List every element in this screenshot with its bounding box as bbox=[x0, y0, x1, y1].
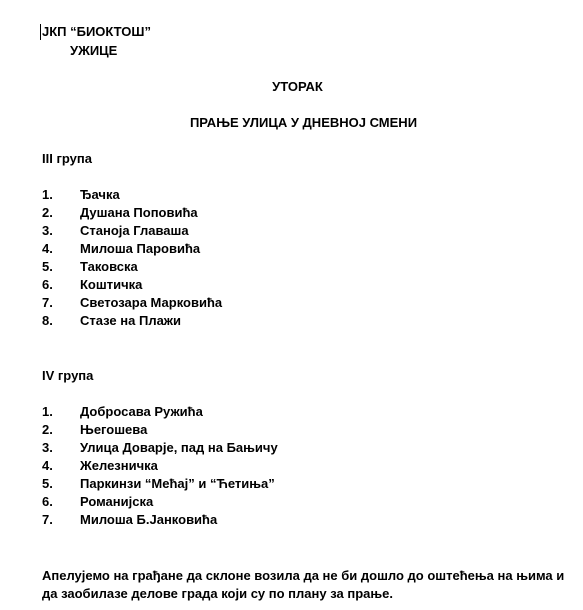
list-item-number: 2. bbox=[42, 422, 53, 437]
street-name: Паркинзи “Мећај” и “Ћетиња” bbox=[80, 476, 275, 491]
street-name: Добросава Ружића bbox=[80, 404, 203, 419]
street-name: Милоша Паровића bbox=[80, 241, 201, 256]
list-item-number: 2. bbox=[42, 205, 53, 220]
street-name: Коштичка bbox=[80, 277, 143, 292]
street-name: Таковска bbox=[80, 259, 138, 274]
list-item-number: 4. bbox=[42, 241, 53, 256]
list-item-number: 7. bbox=[42, 295, 53, 310]
document-title: ПРАЊЕ УЛИЦА У ДНЕВНОЈ СМЕНИ bbox=[189, 115, 418, 130]
street-name: Станоја Главаша bbox=[80, 223, 189, 238]
text-cursor bbox=[40, 24, 41, 40]
day-of-week: УТОРАК bbox=[272, 79, 323, 94]
list-item-number: 1. bbox=[42, 187, 53, 202]
group-4-title: IV група bbox=[42, 368, 94, 383]
organization-name: ЈКП “БИОКТОШ” bbox=[42, 24, 151, 39]
list-item-number: 3. bbox=[42, 440, 53, 455]
street-name: Железничка bbox=[80, 458, 158, 473]
public-appeal-paragraph: Апелујемо на грађане да склоне возила да не би дошло до оштећења на њима и да заобилазе делове града који су по плану за прање. bbox=[42, 568, 565, 601]
list-item-number: 7. bbox=[42, 512, 53, 527]
street-name: Његошева bbox=[80, 422, 148, 437]
list-item-number: 4. bbox=[42, 458, 53, 473]
list-item-number: 3. bbox=[42, 223, 53, 238]
street-name: Стазе на Плажи bbox=[80, 313, 182, 328]
street-name: Милоша Б.Јанковића bbox=[80, 512, 218, 527]
list-item-number: 8. bbox=[42, 313, 53, 328]
street-name: Романијска bbox=[80, 494, 154, 509]
list-item-number: 6. bbox=[42, 277, 53, 292]
list-item-number: 6. bbox=[42, 494, 53, 509]
list-item-number: 5. bbox=[42, 476, 53, 491]
organization-city: УЖИЦЕ bbox=[70, 43, 118, 58]
list-item-number: 1. bbox=[42, 404, 53, 419]
list-item-number: 5. bbox=[42, 259, 53, 274]
group-3-title: III група bbox=[42, 151, 92, 166]
street-name: Светозара Марковића bbox=[80, 295, 223, 310]
street-name: Душана Поповића bbox=[80, 205, 198, 220]
street-name: Ђачка bbox=[80, 187, 120, 202]
street-name: Улица Доварје, пад на Бањичу bbox=[80, 440, 278, 455]
